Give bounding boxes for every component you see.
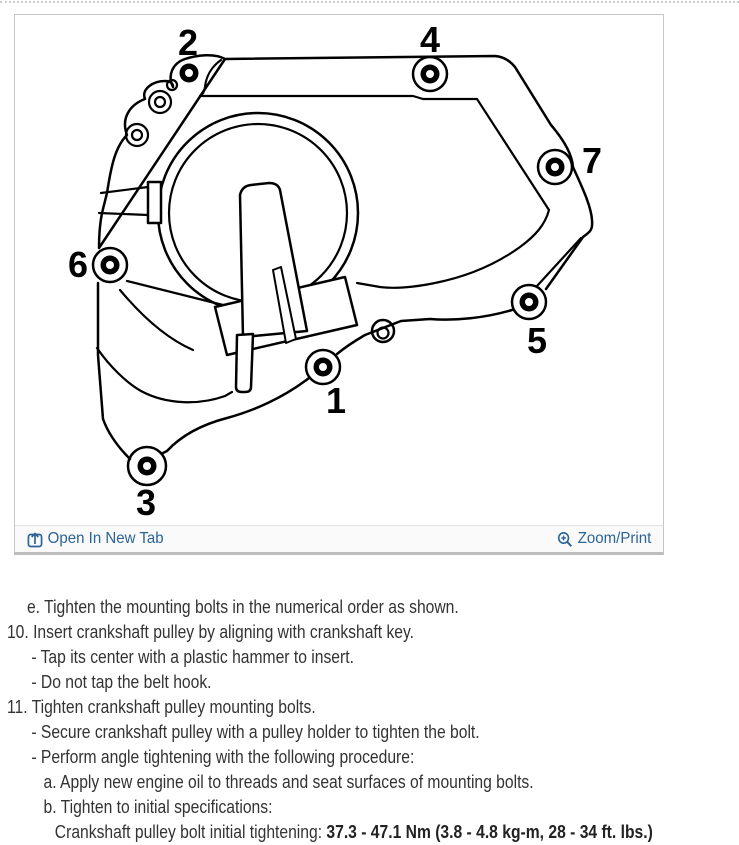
bolt5-bracket-line bbox=[537, 238, 581, 286]
bolt-3 bbox=[138, 457, 157, 476]
ring-hole-b-outer bbox=[149, 91, 171, 113]
bolt-label-6: 6 bbox=[67, 244, 89, 285]
bolt-label-3: 3 bbox=[135, 482, 157, 523]
instruction-line: 10. Insert crankshaft pulley by aligning with crankshaft key. bbox=[6, 622, 415, 642]
bolt-7 bbox=[546, 158, 565, 177]
ring-hole-c-inner bbox=[132, 130, 142, 140]
bolt-6 bbox=[101, 256, 120, 275]
bolt-label-4: 4 bbox=[419, 19, 441, 60]
bolt-diagram bbox=[15, 15, 663, 525]
bolt-2 bbox=[180, 64, 199, 83]
dotted-divider bbox=[0, 1, 739, 3]
bolt-1 bbox=[314, 358, 333, 377]
instruction-line: a. Apply new engine oil to threads and seat surfaces of mounting bolts. bbox=[43, 772, 534, 792]
bolt-label-1: 1 bbox=[325, 380, 347, 421]
spec-label: Crankshaft pulley bolt initial tightening: bbox=[54, 822, 327, 842]
ring-hole-c-outer bbox=[126, 124, 148, 146]
instruction-line: 11. Tighten crankshaft pulley mounting bolts. bbox=[6, 697, 316, 717]
zoom-print-link[interactable] bbox=[557, 530, 651, 548]
magnifier-plus-icon bbox=[557, 531, 573, 548]
open-in-new-tab-label: Open In New Tab bbox=[47, 530, 164, 547]
strut-line-2 bbox=[120, 290, 193, 350]
instruction-line: b. Tighten to initial specifications: bbox=[43, 797, 273, 817]
instruction-line: - Perform angle tightening with the following procedure: bbox=[31, 747, 415, 767]
zoom-print-label: Zoom/Print bbox=[577, 530, 651, 547]
wedge-leg bbox=[236, 334, 253, 392]
bolt-label-5: 5 bbox=[526, 320, 548, 361]
open-in-new-tab-link[interactable] bbox=[27, 530, 164, 548]
blob-curve bbox=[97, 348, 232, 402]
open-in-new-tab-icon bbox=[27, 531, 43, 548]
bolt-label-7: 7 bbox=[581, 140, 603, 181]
instruction-line: - Secure crankshaft pulley with a pulley holder to tighten the bolt. bbox=[31, 722, 480, 742]
image-panel bbox=[14, 14, 664, 555]
instructions-block bbox=[0, 595, 739, 845]
spec-line bbox=[0, 820, 739, 845]
bolt-label-2: 2 bbox=[177, 22, 199, 63]
instruction-line: e. Tighten the mounting bolts in the numerical order as shown. bbox=[26, 597, 459, 617]
bracket-block bbox=[148, 182, 161, 223]
strut-line-1 bbox=[127, 281, 223, 305]
ring-hole-b-inner bbox=[155, 97, 165, 107]
instruction-line: - Tap its center with a plastic hammer to insert. bbox=[31, 647, 354, 667]
spec-value: 37.3 - 47.1 Nm (3.8 - 4.8 kg-m, 28 - 34 ft. lbs.) bbox=[326, 822, 653, 842]
bolt-4 bbox=[421, 65, 440, 84]
instruction-line: - Do not tap the belt hook. bbox=[31, 672, 212, 692]
panel-footer bbox=[15, 525, 663, 552]
wedge-key bbox=[240, 183, 307, 337]
diagram-area bbox=[15, 15, 663, 525]
bolt-5 bbox=[520, 293, 539, 312]
